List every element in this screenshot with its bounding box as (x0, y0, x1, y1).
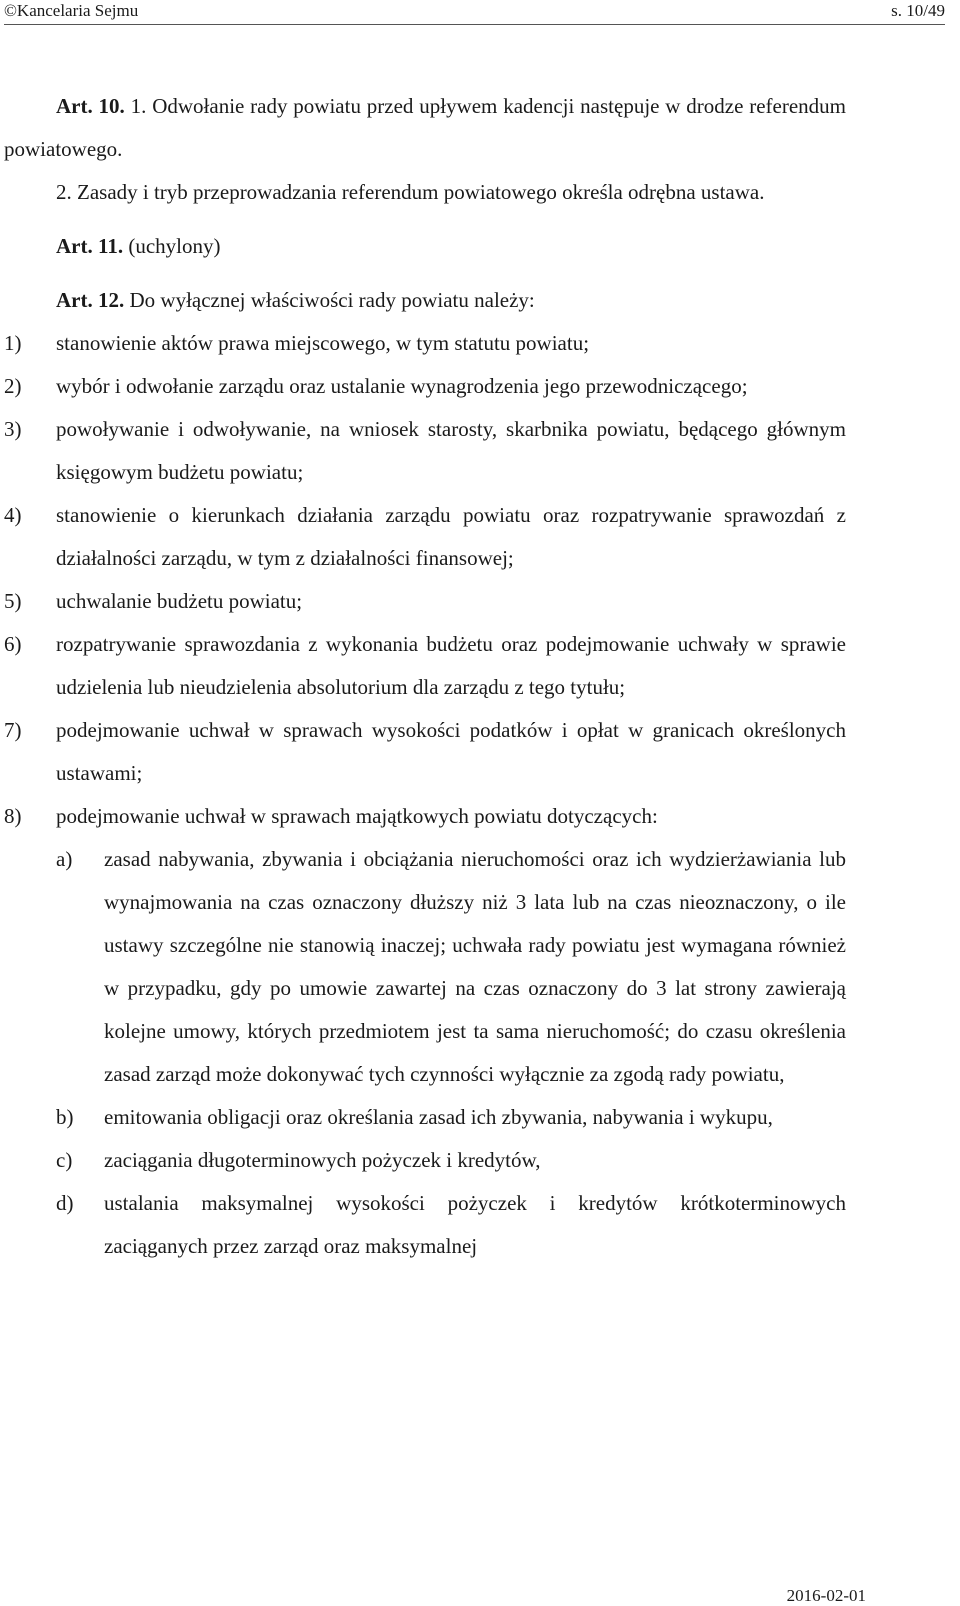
list-item-number: 4) (4, 503, 22, 527)
art10-label: Art. 10. (56, 94, 125, 118)
list-item (4, 623, 846, 709)
list-item (4, 795, 846, 838)
list-item (4, 580, 846, 623)
art12-para (4, 279, 846, 322)
list-item-number: 6) (4, 632, 22, 656)
list-item (4, 365, 846, 408)
sub-list-item (4, 1096, 846, 1139)
header-source: ©Kancelaria Sejmu (4, 1, 139, 20)
sub-list-item (4, 1139, 846, 1182)
list-item-text: powoływanie i odwoływanie, na wniosek starosty, skarbnika powiatu, będącego głównym księgowym budżetu powiatu; (56, 417, 846, 484)
list-item (4, 494, 846, 580)
list-item-number: 1) (4, 331, 22, 355)
list-item-text: podejmowanie uchwał w sprawach wysokości podatków i opłat w granicach określonych ustawami; (56, 718, 846, 785)
document-body (4, 85, 846, 1268)
sub-list-item (4, 1182, 846, 1268)
art10-para2: 2. Zasady i tryb przeprowadzania referendum powiatowego określa odrębna ustawa. (56, 180, 765, 204)
sub-list-item-letter: d) (56, 1191, 74, 1215)
footer-date: 2016-02-01 (786, 1586, 866, 1605)
art12-text: Do wyłącznej właściwości rady powiatu należy: (129, 288, 535, 312)
sub-list-item-text: ustalania maksymalnej wysokości pożyczek i kredytów krótkoterminowych zaciąganych przez zarząd oraz maksymalnej (104, 1191, 846, 1258)
art11-text: (uchylony) (128, 234, 221, 258)
list-item-text: podejmowanie uchwał w sprawach majątkowych powiatu dotyczących: (56, 804, 658, 828)
sub-list-item-text: zaciągania długoterminowych pożyczek i kredytów, (104, 1148, 541, 1172)
list-item-text: rozpatrywanie sprawozdania z wykonania budżetu oraz podejmowanie uchwały w sprawie udzielenia lub nieudzielenia absolutorium dla zarządu z tego tytułu; (56, 632, 846, 699)
sub-list-item-text: zasad nabywania, zbywania i obciążania nieruchomości oraz ich wydzierżawiania lub wynajmowania na czas oznaczony dłuższy niż 3 lata lub na czas nieoznaczony, o ile ustawy szczególne nie stanowią inaczej; uchwała rady powiatu jest wymagana również w przypadku, gdy po umowie zawartej na czas oznaczony do 3 lat strony zawierają kolejne umowy, których przedmiotem jest ta sama nieruchomość; do czasu określenia zasad zarząd może dokonywać tych czynności wyłącznie za zgodą rady powiatu, (104, 847, 846, 1086)
art10-para1 (4, 85, 846, 171)
list-item-text: stanowienie o kierunkach działania zarządu powiatu oraz rozpatrywanie sprawozdań z działalności zarządu, w tym z działalności finansowej; (56, 503, 846, 570)
list-item-number: 7) (4, 718, 22, 742)
page-header (0, 0, 960, 24)
list-item-number: 2) (4, 374, 22, 398)
header-divider (4, 24, 945, 25)
list-item-number: 3) (4, 417, 22, 441)
list-item-text: stanowienie aktów prawa miejscowego, w tym statutu powiatu; (56, 331, 590, 355)
list-item-number: 8) (4, 804, 22, 828)
art12-label: Art. 12. (56, 288, 125, 312)
sub-list-item (4, 838, 846, 1096)
art10-text1: 1. Odwołanie rady powiatu przed upływem kadencji następuje w drodze referendum powiatowego. (4, 94, 847, 161)
sub-list-item-text: emitowania obligacji oraz określania zasad ich zbywania, nabywania i wykupu, (104, 1105, 773, 1129)
sub-list-item-letter: a) (56, 847, 73, 871)
list-item-text: uchwalanie budżetu powiatu; (56, 589, 303, 613)
header-page-number: s. 10/49 (891, 1, 945, 20)
list-item (4, 322, 846, 365)
sub-list-item-letter: c) (56, 1148, 73, 1172)
list-item (4, 408, 846, 494)
list-item (4, 709, 846, 795)
sub-list-item-letter: b) (56, 1105, 74, 1129)
list-item-text: wybór i odwołanie zarządu oraz ustalanie wynagrodzenia jego przewodniczącego; (56, 374, 748, 398)
list-item-number: 5) (4, 589, 22, 613)
art11-para (4, 225, 846, 268)
art11-label: Art. 11. (56, 234, 124, 258)
